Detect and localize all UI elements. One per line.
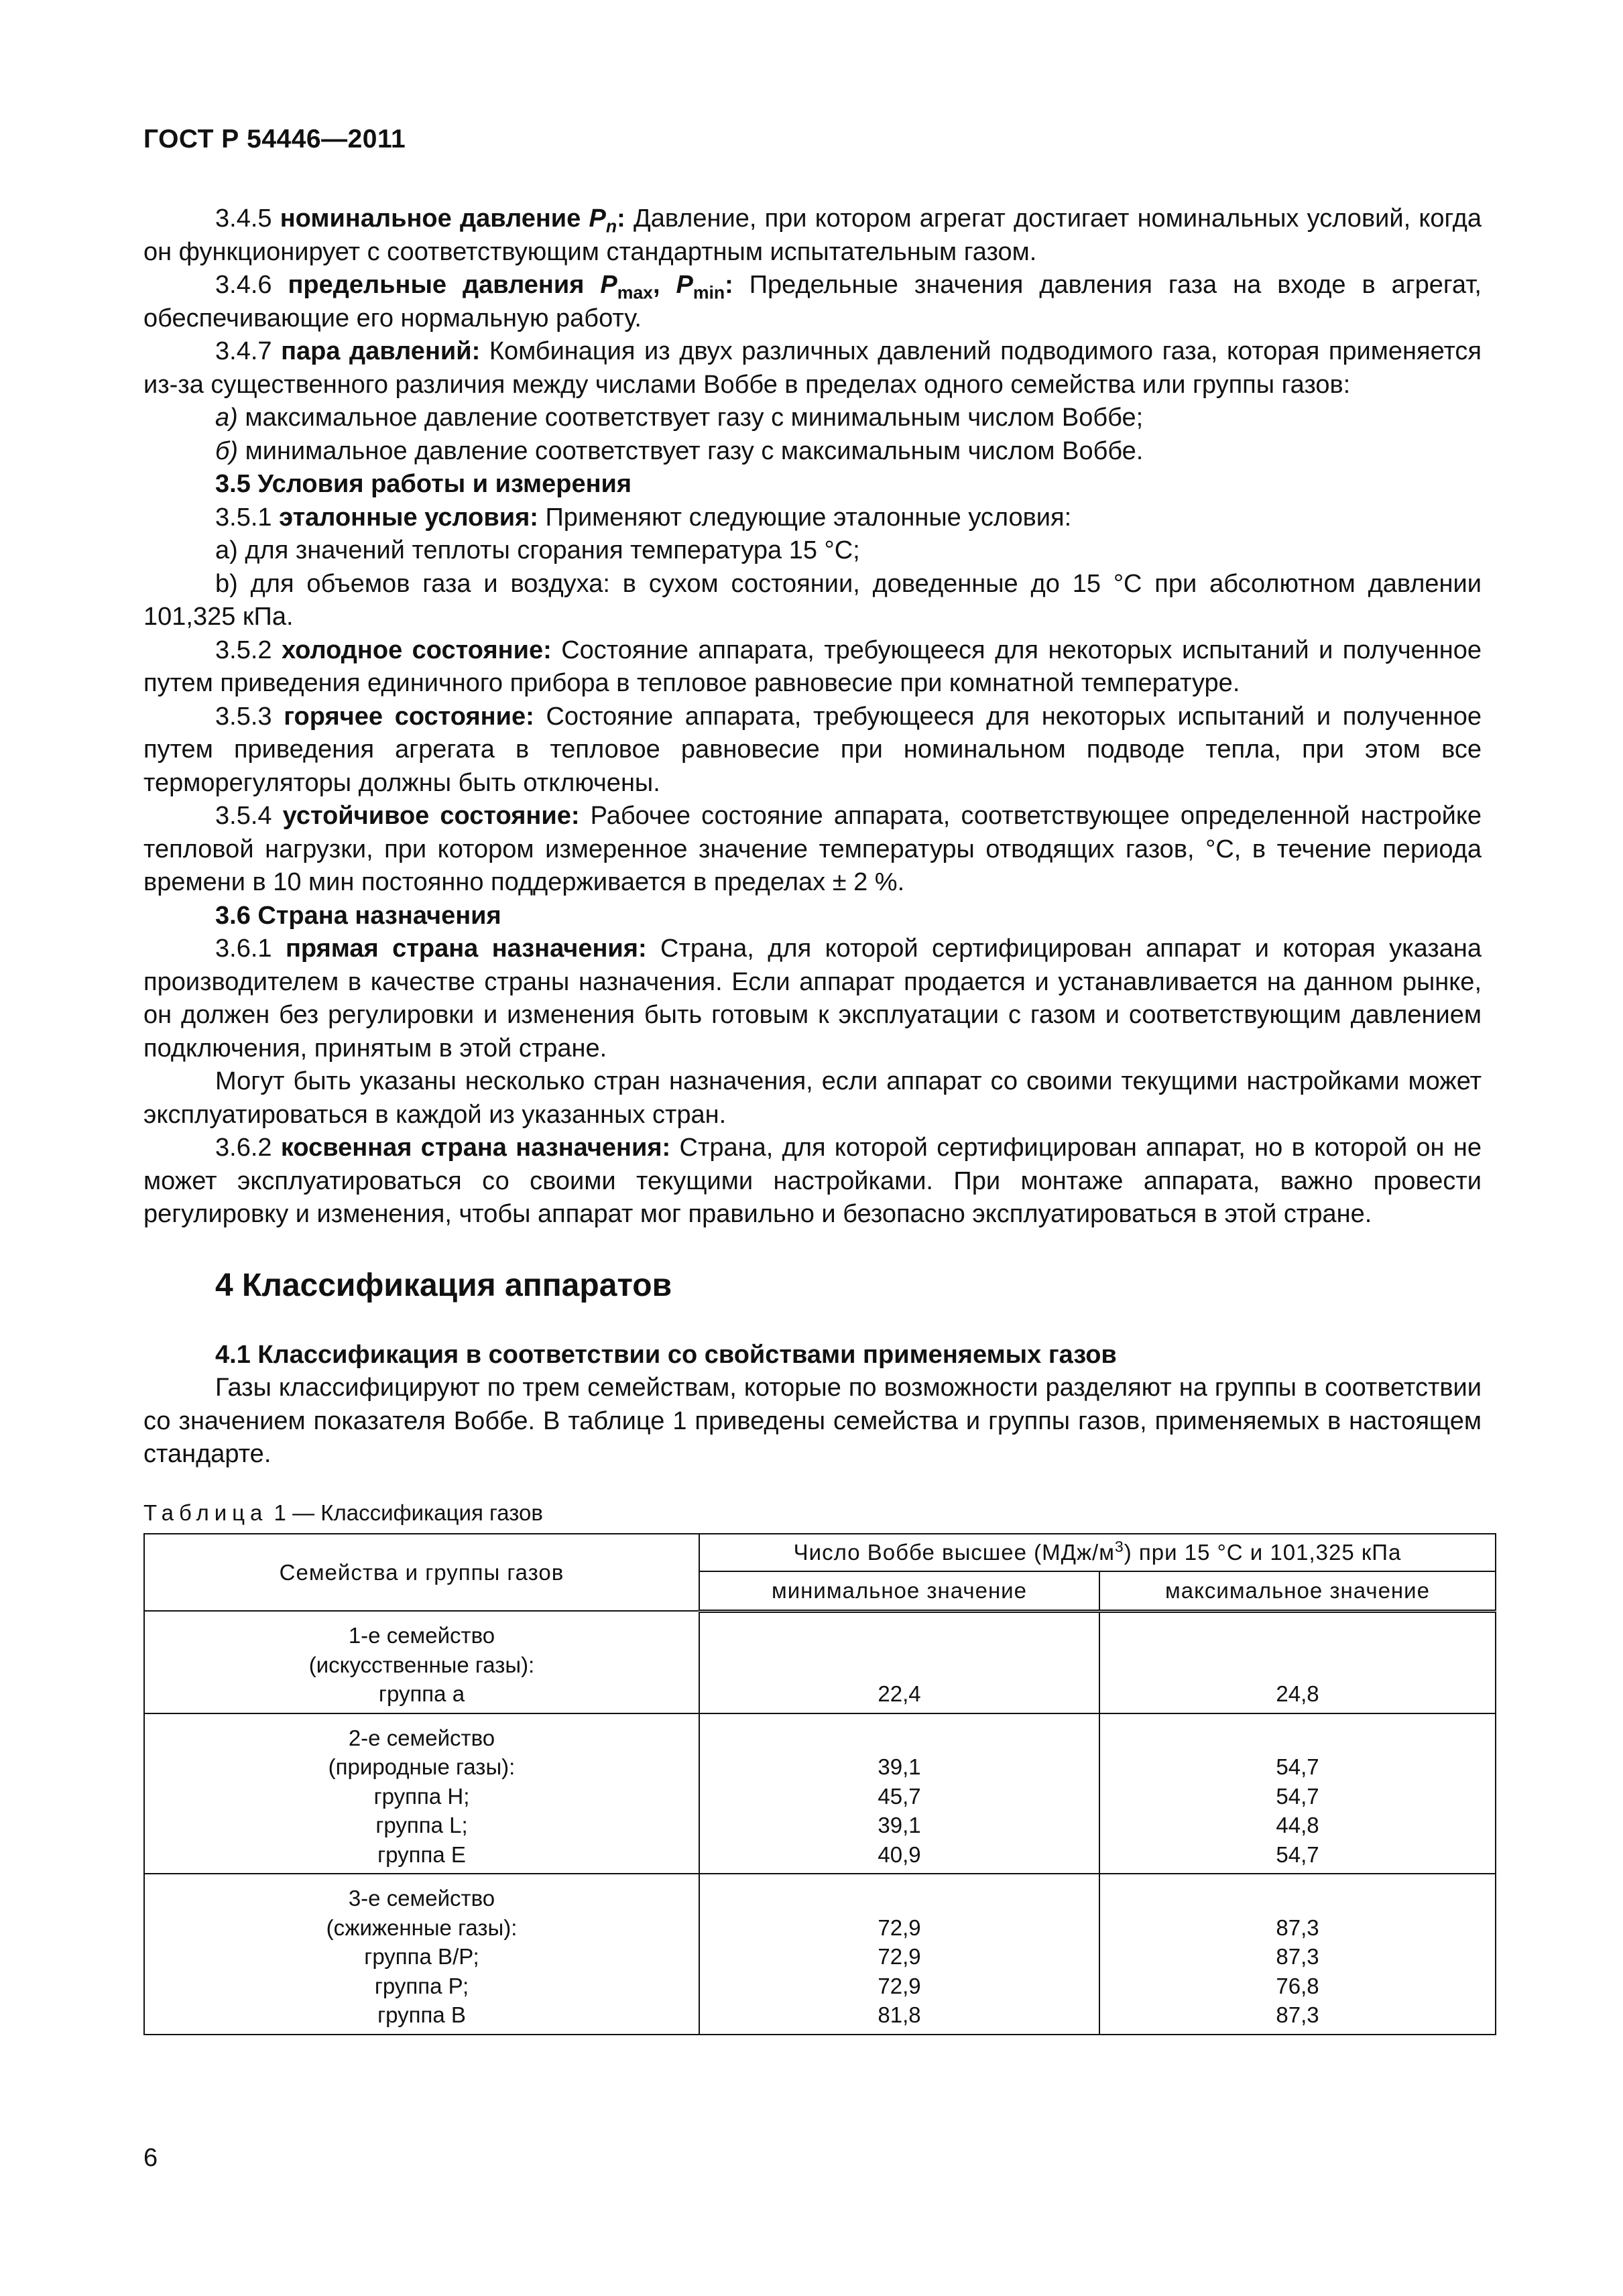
list-item-3-4-7-a: а) максимальное давление соответствует газу с минимальным числом Воббе; bbox=[215, 404, 1144, 432]
table-row bbox=[144, 1713, 1496, 1874]
list-item-3-5-1-a: а) для значений теплоты сгорания температура 15 °С; bbox=[215, 536, 860, 564]
max-value-cell: 24,8 bbox=[1099, 1611, 1496, 1713]
paragraph-3-5-1: 3.5.1 эталонные условия: Применяют следующие эталонные условия: bbox=[215, 503, 1072, 532]
document-header: ГОСТ Р 54446—2011 bbox=[143, 125, 406, 154]
min-value-cell: 22,4 bbox=[699, 1611, 1099, 1713]
family-label-cell: 1-е семейство (искусственные газы): группа а bbox=[144, 1611, 699, 1713]
heading-3-5: 3.5 Условия работы и измерения bbox=[215, 470, 632, 498]
header-wobbe: Число Воббе высшее $(МДж/м^3)$ при 15 °С и 101,325 кПа bbox=[699, 1534, 1496, 1571]
heading-4-1: 4.1 Классификация в соответствии со свойствами применяемых газов bbox=[215, 1340, 1117, 1369]
paragraph-3-5-3: 3.5.3 горячее состояние: Состояние аппарата, требующееся для некоторых испытаний и полученное путем приведения агрегата в тепловое равновесие при номинальном подводе тепла, при этом все терморегуляторы должны быть отключены. bbox=[143, 702, 1482, 797]
gas-classification-table bbox=[143, 1533, 1496, 2035]
paragraph-3-4-6: 3.4.6 предельные давления $P_{max}$, $P_{min}$: Предельные значения давления газа на входе в агрегат, обеспечивающие его нормальную работу. bbox=[143, 271, 1482, 333]
header-families: Семейства и группы газов bbox=[144, 1534, 699, 1612]
min-value-cell: 72,9 72,9 72,9 81,8 bbox=[699, 1874, 1099, 2035]
paragraph-3-6-2: 3.6.2 косвенная страна назначения: Страна, для которой сертифицирован аппарат, но в которой он не может эксплуатироваться со своими текущими настройками. При монтаже аппарата, важно провести регулировку и изменения, чтобы аппарат мог правильно и безопасно эксплуатироваться в этой стране. bbox=[143, 1134, 1482, 1228]
document-body bbox=[143, 202, 1482, 2035]
table-caption: Таблица 1 — Классификация газов bbox=[143, 1500, 543, 1525]
header-min-value: минимальное значение bbox=[699, 1571, 1099, 1612]
table-row bbox=[144, 1611, 1496, 1713]
paragraph-3-4-7: 3.4.7 пара давлений: Комбинация из двух различных давлений подводимого газа, которая применяется из-за существенного различия между числами Воббе в пределах одного семейства или группы газов: bbox=[143, 337, 1482, 399]
list-item-3-4-7-b: б) минимальное давление соответствует газу с максимальным числом Воббе. bbox=[215, 436, 1144, 465]
paragraph-3-6-1-note: Могут быть указаны несколько стран назначения, если аппарат со своими текущими настройками может эксплуатироваться в каждой из указанных стран. bbox=[143, 1067, 1482, 1129]
paragraph-3-5-4: 3.5.4 устойчивое состояние: Рабочее состояние аппарата, соответствующее определенной настройке тепловой нагрузки, при котором измеренное значение температуры отводящих газов, °С, в течение периода времени в 10 мин постоянно поддерживается в пределах ± 2 %. bbox=[143, 802, 1482, 896]
page-number: 6 bbox=[143, 2144, 158, 2172]
heading-3-6: 3.6 Страна назначения bbox=[215, 901, 501, 930]
table-row bbox=[144, 1874, 1496, 2035]
paragraph-3-6-1: 3.6.1 прямая страна назначения: Страна, для которой сертифицирован аппарат и которая указана производителем в качестве страны назначения. Если аппарат продается и устанавливается на данном рынке, он должен без регулировки и изменения быть готовым к эксплуатации с газом и соответствующим давлением подключения, принятым в этой стране. bbox=[143, 934, 1482, 1063]
max-value-cell: 54,7 54,7 44,8 54,7 bbox=[1099, 1713, 1496, 1874]
paragraph-3-5-2: 3.5.2 холодное состояние: Состояние аппарата, требующееся для некоторых испытаний и полученное путем приведения единичного прибора в тепловое равновесие при комнатной температуре. bbox=[143, 636, 1482, 697]
header-max-value: максимальное значение bbox=[1099, 1571, 1496, 1612]
family-label-cell: 2-е семейство (природные газы): группа Н; группа L; группа Е bbox=[144, 1713, 699, 1874]
max-value-cell: 87,3 87,3 76,8 87,3 bbox=[1099, 1874, 1496, 2035]
family-label-cell: 3-е семейство (сжиженные газы): группа В/Р; группа Р; группа В bbox=[144, 1874, 699, 2035]
min-value-cell: 39,1 45,7 39,1 40,9 bbox=[699, 1713, 1099, 1874]
paragraph-4-1: Газы классифицируют по трем семействам, которые по возможности разделяют на группы в соответствии со значением показателя Воббе. В таблице 1 приведены семейства и группы газов, применяемых в настоящем стандарте. bbox=[143, 1374, 1482, 1468]
paragraph-3-4-5: 3.4.5 номинальное давление $P_n$: Давление, при котором агрегат достигает номинальных условий, когда он функционирует с соответствующим стандартным испытательным газом. bbox=[143, 204, 1482, 266]
list-item-3-5-1-b: b) для объемов газа и воздуха: в сухом состоянии, доведенные до 15 °С при абсолютном давлении 101,325 кПа. bbox=[143, 569, 1482, 631]
heading-4: 4 Классификация аппаратов bbox=[215, 1267, 672, 1303]
